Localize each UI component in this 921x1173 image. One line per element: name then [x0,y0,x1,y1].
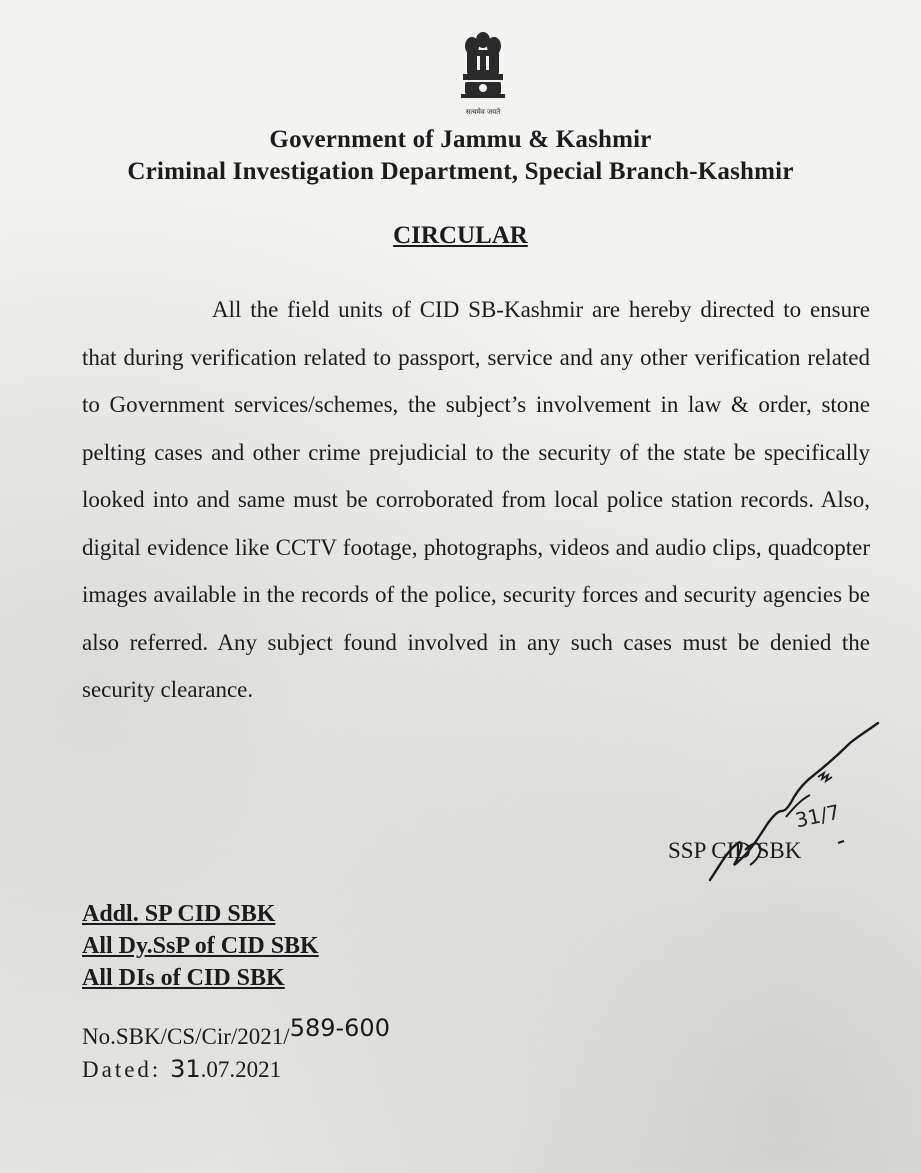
department-header-line1: Government of Jammu & Kashmir [269,126,652,153]
signatory-designation: SSP CID SBK [668,838,802,863]
distribution-list [82,898,319,994]
document-title: CIRCULAR [393,222,528,249]
reference-number-prefix: No.SBK/CS/Cir/2021/ [82,1024,290,1049]
date-label: Dated: [82,1057,162,1082]
circular-body: All the field units of CID SB-Kashmir are hereby directed to ensure that during verification related to passport, service and any other verification related to Government services/schemes, the subject’s involvement in law & order, stone pelting cases and other crime prejudicial to the security of the state be specifically looked into and same must be corroborated from local police station records. Also, digital evidence like CCTV footage, photographs, videos and audio clips, quadcopter images available in the records of the police, security forces and security agencies be also referred. Any subject found involved in any such cases must be denied the security clearance. [82,297,870,702]
department-header-line2: Criminal Investigation Department, Special Branch-Kashmir [127,158,794,185]
distribution-item: All DIs of CID SBK [82,965,285,991]
document-date [82,1055,281,1083]
state-emblem-icon [453,28,513,120]
reference-number [82,1014,390,1050]
emblem-motto: सत्यमेव जयते [465,108,501,116]
handwritten-signature-icon [690,715,880,900]
date-day-handwritten: 31 [170,1055,201,1083]
date-rest: .07.2021 [200,1057,282,1082]
distribution-item: Addl. SP CID SBK [82,901,276,927]
distribution-item: All Dy.SsP of CID SBK [82,933,319,959]
reference-number-handwritten: 589-600 [289,1014,390,1042]
signature-handwritten-date: 31/7 [792,799,842,833]
